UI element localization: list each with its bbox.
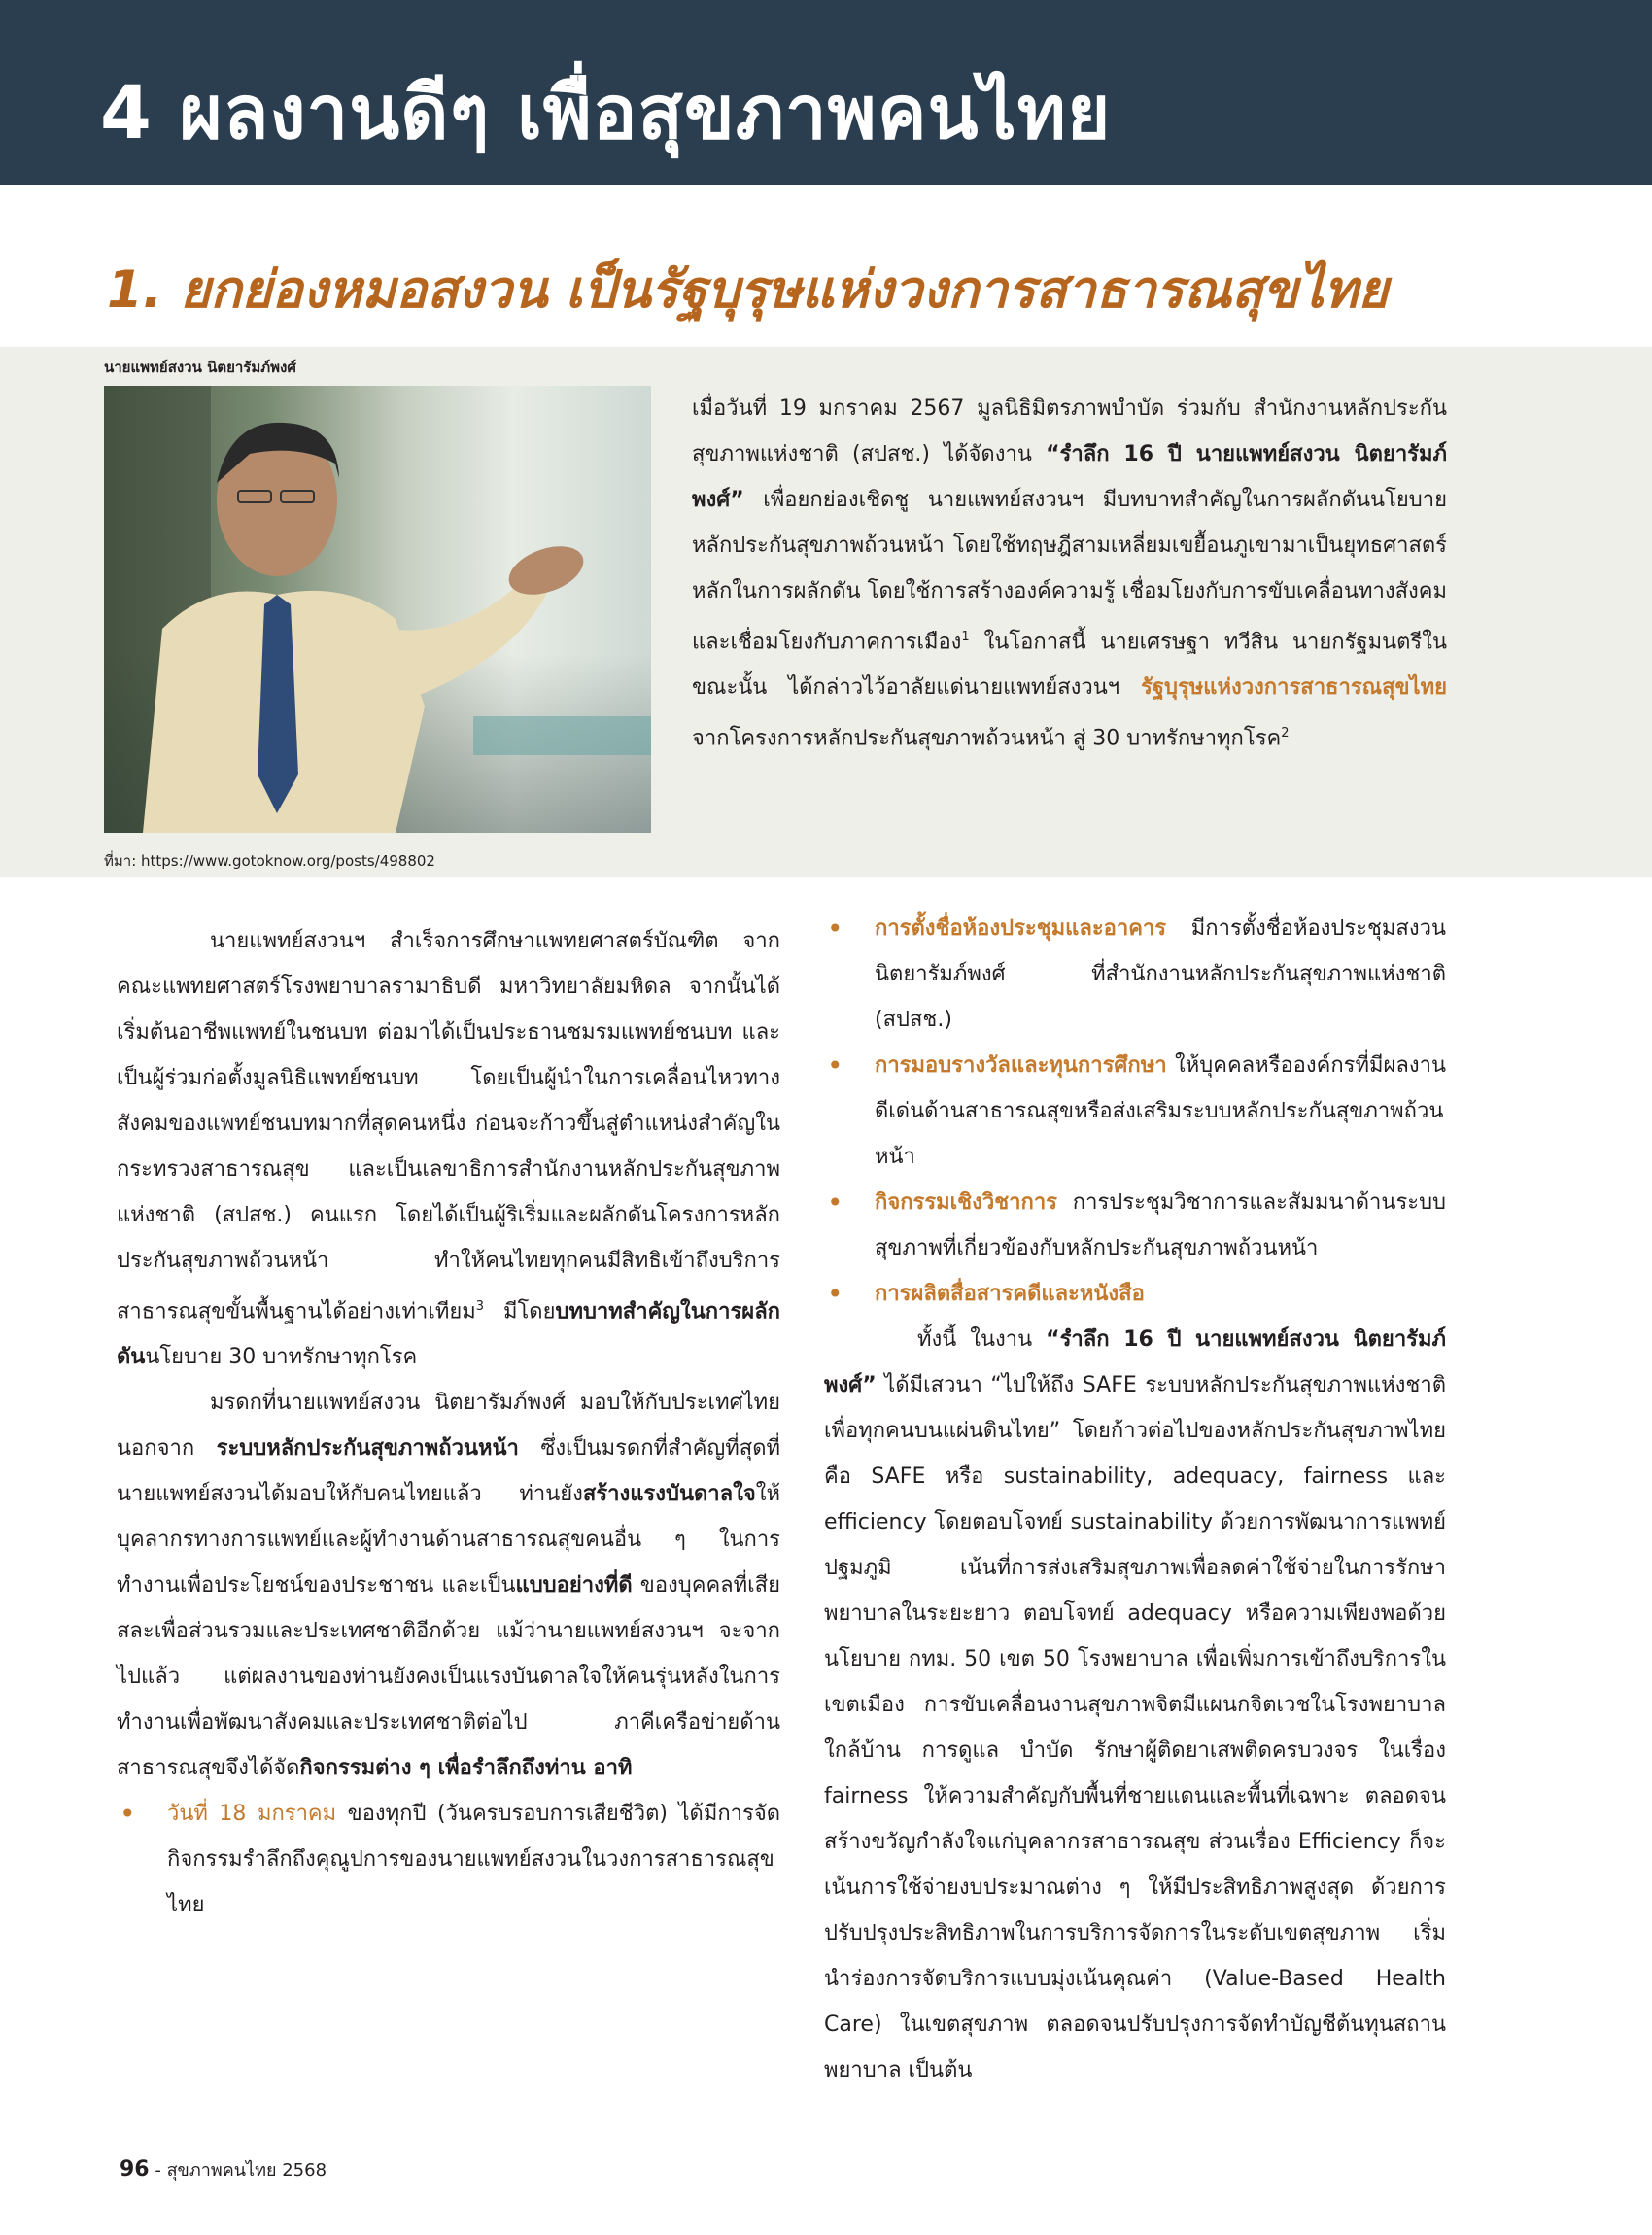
safe-paragraph xyxy=(824,1317,1446,2093)
biography-text: นายแพทย์สงวนฯ สำเร็จการศึกษาแพทยศาสตร์บัณฑิต จากคณะแพทยศาสตร์โรงพยาบาลรามาธิบดี มหาวิทยาลัยมหิดล จากนั้นได้เริ่มต้นอาชีพแพทย์ในชนบท ต่อมาได้เป็นประธานชมรมแพทย์ชนบท และเป็นผู้ร่วมก่อตั้งมูลนิธิแพทย์ชนบท โดยเป็นผู้นำในการเคลื่อนไหวทางสังคมของแพทย์ชนบทมากที่สุดคนหนึ่ง ก่อนจะก้าวขึ้นสู่ตำแหน่งสำคัญในกระทรวงสาธารณสุข และเป็นเลขาธิการสำนักงานหลักประกันสุขภาพแห่งชาติ (สปสช.) คนแรก โดยได้เป็นผู้ริเริ่มและผลักดันโครงการหลักประกันสุขภาพถ้วนหน้า ทำให้คนไทยทุกคนมีสิทธิเข้าถึงบริการสาธารณสุขขั้นพื้นฐานได้อย่างเท่าเทียม xyxy=(117,929,780,1324)
bullet-icon: • xyxy=(827,1186,843,1219)
safe-event-name: “รำลึก 16 ปี นายแพทย์สงวน นิตยารัมภ์พงศ์” xyxy=(824,1327,1446,1397)
publication-name: - สุขภาพคนไทย 2568 xyxy=(149,2160,327,2181)
bullet-head: วันที่ 18 มกราคม xyxy=(167,1802,337,1827)
list-item xyxy=(824,906,1446,1043)
bullet-head: กิจกรรมเชิงวิชาการ xyxy=(875,1190,1057,1215)
portrait-illustration xyxy=(104,386,651,833)
biography-bold: บทบาทสำคัญในการผลักดัน xyxy=(117,1299,780,1370)
intro-paragraph xyxy=(692,386,1447,762)
page-number: 96 xyxy=(120,2157,150,2182)
honor-title: รัฐบุรุษแห่งวงการสาธารณสุขไทย xyxy=(1141,675,1447,701)
list-item xyxy=(117,1791,780,1928)
safe-text-1: ทั้งนี้ ในงาน xyxy=(917,1327,1047,1352)
portrait-photo xyxy=(104,386,651,833)
legacy-text-3: ให้บุคลากรทางการแพทย์และผู้ทำงานด้านสาธารณสุขคนอื่น ๆ ในการทำงานเพื่อประโยชน์ของประชาชน และเป็น xyxy=(117,1482,780,1599)
bullet-icon: • xyxy=(827,1278,843,1310)
bullet-text: มีการตั้งชื่อห้องประชุมสงวน นิตยารัมภ์พงศ์ ที่สำนักงานหลักประกันสุขภาพแห่งชาติ (สปสช.) xyxy=(875,916,1446,1032)
photo-source: ที่มา: https://www.gotoknow.org/posts/498802 xyxy=(104,852,435,870)
photo-caption: นายแพทย์สงวน นิตยารัมภ์พงศ์ xyxy=(104,359,296,376)
bullet-icon: • xyxy=(827,1049,843,1082)
footnote-ref-1: 1 xyxy=(961,630,970,644)
section-title: 1. ยกย่องหมอสงวน เป็นรัฐบุรุษแห่งวงการสาธารณสุขไทย xyxy=(107,260,1389,320)
event-name: “รำลึก 16 ปี นายแพทย์สงวน นิตยารัมภ์พงศ์” xyxy=(692,442,1447,512)
biography-text-3: นโยบาย 30 บาทรักษาทุกโรค xyxy=(145,1345,418,1370)
bullet-text: การประชุมวิชาการและสัมมนาด้านระบบสุขภาพที่เกี่ยวข้องกับหลักประกันสุขภาพถ้วนหน้า xyxy=(875,1190,1446,1260)
legacy-bold-1: ระบบหลักประกันสุขภาพถ้วนหน้า xyxy=(216,1436,519,1461)
legacy-text-4: ของบุคคลที่เสียสละเพื่อส่วนรวมและประเทศชาติอีกด้วย แม้ว่านายแพทย์สงวนฯ จะจากไปแล้ว แต่ผลงานของท่านยังคงเป็นแรงบันดาลใจให้คนรุ่นหลังในการทำงานเพื่อพัฒนาสังคมและประเทศชาติต่อไป ภาคีเครือข่ายด้านสาธารณสุขจึงได้จัด xyxy=(117,1573,780,1781)
page-title: 4 ผลงานดีๆ เพื่อสุขภาพคนไทย xyxy=(100,69,1112,155)
right-column xyxy=(824,906,1446,2093)
biography-text-2: มีโดย xyxy=(484,1299,556,1324)
page-footer xyxy=(120,2155,327,2183)
list-item xyxy=(824,1180,1446,1271)
legacy-bold-2: สร้างแรงบันดาลใจ xyxy=(582,1482,756,1507)
list-item xyxy=(824,1271,1446,1317)
intro-text-1: เมื่อวันที่ 19 มกราคม 2567 มูลนิธิมิตรภาพบำบัด ร่วมกับ สำนักงานหลักประกันสุขภาพแห่งชาติ (สปสช.) ได้จัดงาน xyxy=(692,396,1447,466)
safe-text-2: ได้มีเสวนา “ไปให้ถึง SAFE ระบบหลักประกันสุขภาพแห่งชาติเพื่อทุกคนบนแผ่นดินไทย” โดยก้าวต่อไปของหลักประกันสุขภาพไทยคือ SAFE หรือ sustainability, adequacy, fairness และ efficiency โดยตอบโจทย์ sustainability ด้วยการพัฒนาการแพทย์ปฐมภูมิ เน้นที่การส่งเสริมสุขภาพเพื่อลดค่าใช้จ่ายในการรักษาพยาบาลในระยะยาว ตอบโจทย์ adequacy หรือความเพียงพอด้วยนโยบาย กทม. 50 เขต 50 โรงพยาบาล เพื่อเพิ่มการเข้าถึงบริการในเขตเมือง การขับเคลื่อนงานสุขภาพจิตมีแผนกจิตเวชในโรงพยาบาลใกล้บ้าน การดูแล บำบัด รักษาผู้ติดยาเสพติดครบวงจร ในเรื่อง fairness ให้ความสำคัญกับพื้นที่ชายแดนและพื้นที่เฉพาะ ตลอดจนสร้างขวัญกำลังใจแก่บุคลากรสาธารณสุข ส่วนเรื่อง Efficiency ก็จะเน้นการใช้จ่ายงบประมาณต่าง ๆ ให้มีประสิทธิภาพสูงสุด ด้วยการปรับปรุงประสิทธิภาพในการบริการจัดการในระดับเขตสุขภาพ เริ่มนำร่องการจัดบริการแบบมุ่งเน้นคุณค่า (Value-Based Health Care) ในเขตสุขภาพ ตลอดจนปรับปรุงการจัดทำบัญชีต้นทุนสถานพยาบาล เป็นต้น xyxy=(824,1373,1446,2082)
bullet-head: การตั้งชื่อห้องประชุมและอาคาร xyxy=(875,916,1167,941)
left-column xyxy=(117,918,780,1928)
legacy-text-2: ซึ่งเป็นมรดกที่สำคัญที่สุดที่นายแพทย์สงวนได้มอบให้กับคนไทยแล้ว ท่านยัง xyxy=(117,1436,780,1507)
bullet-text: ของทุกปี (วันครบรอบการเสียชีวิต) ได้มีการจัดกิจกรรมรำลึกถึงคุณูปการของนายแพทย์สงวนในวงการสาธารณสุขไทย xyxy=(167,1802,780,1918)
bullet-icon: • xyxy=(827,912,843,945)
bullet-head: การผลิตสื่อสารคดีและหนังสือ xyxy=(875,1282,1145,1306)
legacy-bold-3: แบบอย่างที่ดี xyxy=(515,1573,633,1599)
biography-paragraph xyxy=(117,918,780,1380)
bullet-head: การมอบรางวัลและทุนการศึกษา xyxy=(875,1053,1167,1078)
intro-text-3: ในโอกาสนี้ นายเศรษฐา ทวีสิน นายกรัฐมนตรีในขณะนั้น ได้กล่าวไว้อาลัยแด่นายแพทย์สงวนฯ xyxy=(692,630,1447,701)
legacy-paragraph xyxy=(117,1380,780,1791)
bullet-text: ให้บุคคลหรือองค์กรที่มีผลงานดีเด่นด้านสาธารณสุขหรือส่งเสริมระบบหลักประกันสุขภาพถ้วนหน้า xyxy=(875,1053,1446,1169)
legacy-text-1: มรดกที่นายแพทย์สงวน นิตยารัมภ์พงศ์ มอบให้กับประเทศไทย นอกจาก xyxy=(117,1391,780,1461)
intro-text-4: จากโครงการหลักประกันสุขภาพถ้วนหน้า สู่ 30 บาทรักษาทุกโรค xyxy=(692,726,1282,751)
bullet-icon: • xyxy=(120,1798,136,1831)
intro-text-2: เพื่อยกย่องเชิดชู นายแพทย์สงวนฯ มีบทบาทสำคัญในการผลักดันนโยบายหลักประกันสุขภาพถ้วนหน้า โดยใช้ทฤษฎีสามเหลี่ยมเขยื้อนภูเขามาเป็นยุทธศาสตร์หลักในการผลักดัน โดยใช้การสร้างองค์ความรู้ เชื่อมโยงกับการขับเคลื่อนทางสังคมและเชื่อมโยงกับภาคการเมือง xyxy=(692,488,1447,655)
list-item xyxy=(824,1043,1446,1180)
footnote-ref-3: 3 xyxy=(475,1299,485,1314)
footnote-ref-2: 2 xyxy=(1281,726,1290,741)
legacy-bold-4: กิจกรรมต่าง ๆ เพื่อรำลึกถึงท่าน อาทิ xyxy=(299,1756,633,1781)
